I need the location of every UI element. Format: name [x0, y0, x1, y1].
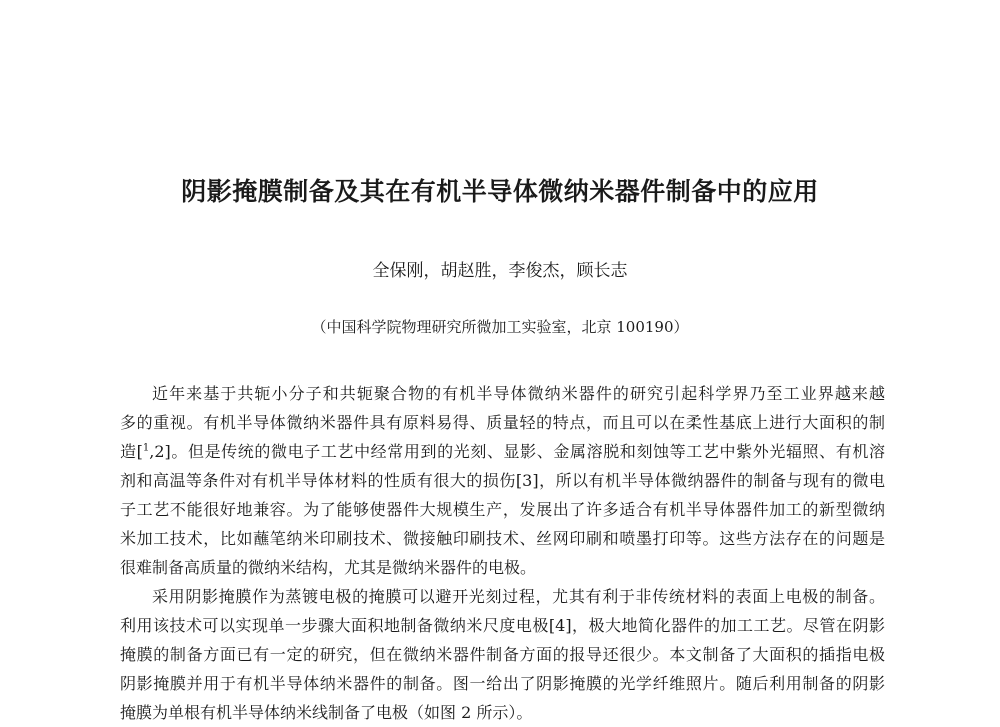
paragraph-line: 掩膜为单根有机半导体纳米线制备了电极（如图 2 所示）。 [120, 703, 533, 722]
paragraph-line: 利用该技术可以实现单一步骤大面积地制备微纳米尺度电极[4]，极大地简化器件的加工工艺。尽管在阴影 [120, 616, 885, 635]
paragraph-line [120, 437, 885, 466]
paragraph-line: 米加工技术，比如蘸笔纳米印刷技术、微接触印刷技术、丝网印刷和喷墨打印等。这些方法存在的问题是 [120, 529, 885, 548]
paper-title: 阴影掩膜制备及其在有机半导体微纳米器件制备中的应用 [181, 177, 819, 206]
line-text: ,2]。但是传统的微电子工艺中经常用到的光刻、显影、金属溶脱和刻蚀等工艺中紫外光辐照、有机溶 [149, 442, 885, 461]
paragraph-line: 子工艺不能很好地兼容。为了能够使器件大规模生产，发展出了许多适合有机半导体器件加工的新型微纳 [120, 500, 885, 519]
citation-superscript: 1 [142, 442, 150, 454]
affiliation: （中国科学院物理研究所微加工实验室，北京 100190） [311, 318, 689, 336]
paragraph-line: 阴影掩膜并用于有机半导体纳米器件的制备。图一给出了阴影掩膜的光学纤维照片。随后利用制备的阴影 [120, 674, 885, 693]
paragraph-line: 剂和高温等条件对有机半导体材料的性质有很大的损伤[3]，所以有机半导体微纳器件的制备与现有的微电 [120, 471, 885, 490]
paragraph-line: 掩膜的制备方面已有一定的研究，但在微纳米器件制备方面的报导还很少。本文制备了大面积的插指电极 [120, 645, 885, 664]
paragraph-2 [120, 582, 885, 727]
paragraph-line: 采用阴影掩膜作为蒸镀电极的掩膜可以避开光刻过程，尤其有利于非传统材料的表面上电极的制备。 [152, 587, 885, 606]
ref-bracket-open: 造[ [120, 442, 143, 461]
author-list: 全保刚，胡赵胜，李俊杰，顾长志 [372, 261, 628, 281]
paragraph-1 [120, 379, 885, 582]
paragraph-line: 很难制备高质量的微纳米结构，尤其是微纳米器件的电极。 [120, 558, 537, 577]
paragraph-line: 多的重视。有机半导体微纳米器件具有原料易得、质量轻的特点，而且可以在柔性基底上进行大面积的制 [120, 413, 885, 432]
abstract-body [120, 379, 885, 727]
paragraph-line: 近年来基于共轭小分子和共轭聚合物的有机半导体微纳米器件的研究引起科学界乃至工业界越来越 [152, 384, 885, 403]
